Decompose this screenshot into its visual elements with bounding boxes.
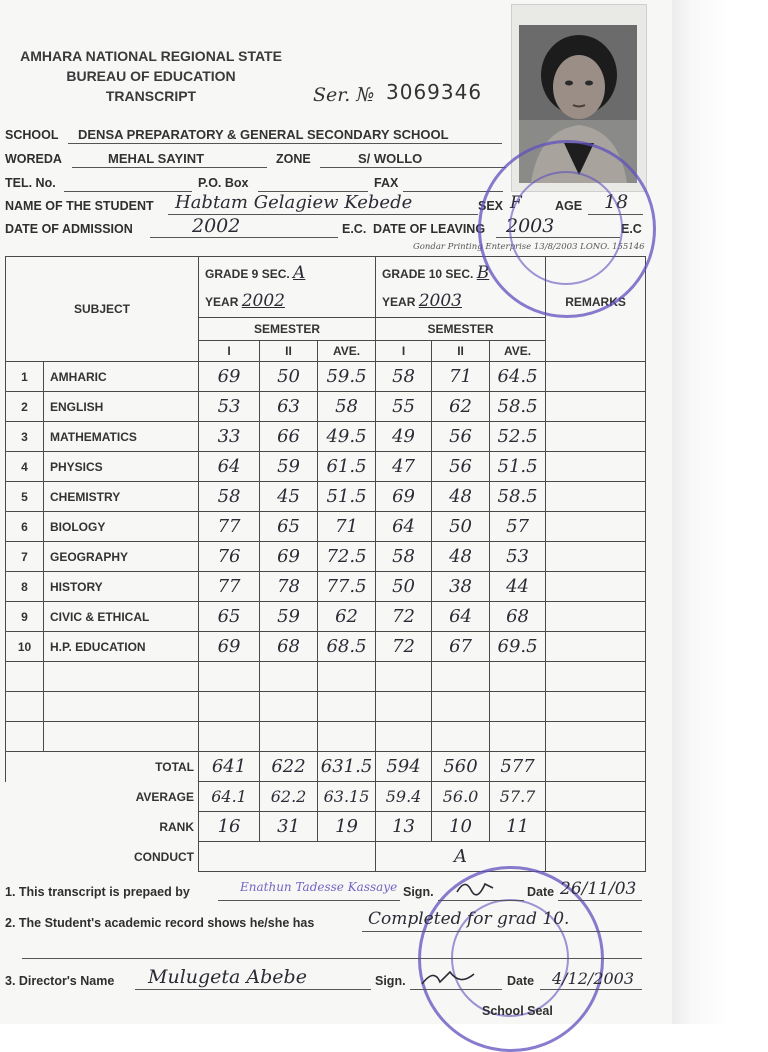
mark-cell xyxy=(318,482,376,512)
mark-cell xyxy=(432,602,490,632)
mark-value: 58 xyxy=(392,546,415,567)
subject-name: PHYSICS xyxy=(44,452,199,482)
mark-value: 63 xyxy=(277,396,300,417)
mark-value: 49 xyxy=(392,426,415,447)
mark-cell xyxy=(490,602,546,632)
signature-scribble-2 xyxy=(420,966,476,990)
mark-value: 78 xyxy=(277,576,300,597)
sem-col-header: AVE. xyxy=(490,341,546,362)
mark-value: 65 xyxy=(277,516,300,537)
remarks-cell xyxy=(546,452,646,482)
serial-label: Ser. № xyxy=(313,84,375,106)
sem-col-header: I xyxy=(376,341,432,362)
row-number: 8 xyxy=(6,572,44,602)
subject-row xyxy=(6,362,646,392)
mark-cell xyxy=(318,392,376,422)
mark-value: 59 xyxy=(277,606,300,627)
sign2-label: Sign. xyxy=(375,974,406,988)
prepared-by-name: Enathun Tadesse Kassaye xyxy=(240,880,398,894)
row-number: 3 xyxy=(6,422,44,452)
mark-value: 50 xyxy=(392,576,415,597)
subject-row xyxy=(6,572,646,602)
mark-value: 53 xyxy=(217,396,241,417)
subject-row xyxy=(6,422,646,452)
total-value: 631.5 xyxy=(320,756,373,777)
scan-margin xyxy=(672,0,768,1024)
sem-col-header: I xyxy=(199,341,260,362)
mark-value: 48 xyxy=(449,486,472,507)
sex-label: SEX xyxy=(478,199,504,213)
date1-underline xyxy=(558,900,642,901)
school-name: DENSA PREPARATORY & GENERAL SECONDARY SCHOOL xyxy=(78,127,449,142)
mark-cell xyxy=(260,452,318,482)
remarks-cell xyxy=(546,572,646,602)
remarks-cell xyxy=(546,512,646,542)
mark-value: 68 xyxy=(506,606,529,627)
prepared-by-underline xyxy=(218,900,400,901)
mark-cell xyxy=(432,512,490,542)
empty-row xyxy=(6,662,646,692)
mark-cell xyxy=(432,452,490,482)
mark-value: 69 xyxy=(277,546,300,567)
empty-row xyxy=(6,722,646,752)
header-bureau: BUREAU OF EDUCATION xyxy=(66,68,236,84)
mark-cell xyxy=(260,392,318,422)
mark-cell xyxy=(199,572,260,602)
subject-row xyxy=(6,452,646,482)
mark-value: 71 xyxy=(335,516,358,537)
signature-scribble-1 xyxy=(455,876,495,898)
record-underline xyxy=(362,931,642,932)
zone-label: ZONE xyxy=(276,152,311,166)
mark-value: 56 xyxy=(449,426,472,447)
mark-cell xyxy=(490,572,546,602)
mark-value: 45 xyxy=(277,486,300,507)
school-label: SCHOOL xyxy=(5,128,59,142)
remarks-cell xyxy=(546,602,646,632)
rank-value: 31 xyxy=(277,816,300,837)
signature-2 xyxy=(420,966,476,995)
zone-underline xyxy=(320,167,506,168)
tel-label: TEL. No. xyxy=(5,176,56,190)
grade10-year-label: YEAR xyxy=(382,295,416,309)
pobox-label: P.O. Box xyxy=(198,176,249,190)
total-value: 594 xyxy=(386,756,421,777)
printer-note: Gondar Printing Enterprise 13/8/2003 LONO. 155146 xyxy=(413,242,645,252)
mark-cell xyxy=(318,422,376,452)
subject-name: CIVIC & ETHICAL xyxy=(44,602,199,632)
leaving-label: DATE OF LEAVING xyxy=(373,222,486,236)
subject-row xyxy=(6,632,646,662)
row-number: 2 xyxy=(6,392,44,422)
admission-value: 2002 xyxy=(192,215,241,237)
mark-cell xyxy=(318,602,376,632)
grade9-label: GRADE 9 SEC. xyxy=(205,267,290,281)
mark-cell xyxy=(318,542,376,572)
record-value: Completed for grad 10. xyxy=(368,909,570,929)
mark-value: 64.5 xyxy=(497,366,538,387)
mark-cell xyxy=(376,422,432,452)
mark-value: 69 xyxy=(217,366,241,387)
record-second-line xyxy=(22,958,642,959)
zone-value: S/ WOLLO xyxy=(358,151,423,166)
conduct-label: CONDUCT xyxy=(134,849,195,864)
grade9-section: A xyxy=(293,263,306,283)
mark-value: 69.5 xyxy=(497,636,538,657)
sem-col-header: II xyxy=(260,341,318,362)
grade10-label: GRADE 10 SEC. xyxy=(382,267,474,281)
mark-value: 72 xyxy=(392,636,415,657)
total-label: TOTAL xyxy=(6,752,199,782)
total-value: 560 xyxy=(443,756,478,777)
remarks-cell xyxy=(546,542,646,572)
mark-cell xyxy=(318,572,376,602)
mark-cell xyxy=(432,392,490,422)
average-value: 62.2 xyxy=(270,787,307,806)
mark-cell xyxy=(199,422,260,452)
mark-value: 68.5 xyxy=(326,636,367,657)
mark-cell xyxy=(260,572,318,602)
mark-cell xyxy=(432,362,490,392)
grade10-year: 2003 xyxy=(418,291,462,311)
mark-value: 59 xyxy=(277,456,300,477)
rank-value: 11 xyxy=(506,816,529,837)
mark-value: 47 xyxy=(392,456,415,477)
fax-label: FAX xyxy=(374,176,399,190)
average-value: 57.7 xyxy=(499,787,536,806)
mark-cell xyxy=(376,572,432,602)
remarks-cell xyxy=(546,482,646,512)
mark-value: 77 xyxy=(217,576,241,597)
mark-cell xyxy=(432,542,490,572)
mark-value: 44 xyxy=(506,576,529,597)
mark-cell xyxy=(376,512,432,542)
woreda-value: MEHAL SAYINT xyxy=(108,151,205,166)
date1-value: 26/11/03 xyxy=(560,879,637,899)
date2-underline xyxy=(540,989,642,990)
mark-value: 67 xyxy=(449,636,472,657)
mark-value: 56 xyxy=(449,456,472,477)
total-value: 641 xyxy=(211,756,247,777)
row-number: 1 xyxy=(6,362,44,392)
subject-name: BIOLOGY xyxy=(44,512,199,542)
mark-cell xyxy=(490,422,546,452)
woreda-label: WOREDA xyxy=(5,152,62,166)
mark-value: 76 xyxy=(217,546,241,567)
sex-value: F xyxy=(510,193,522,213)
mark-value: 58 xyxy=(392,366,415,387)
mark-cell xyxy=(199,482,260,512)
remarks-cell xyxy=(546,362,646,392)
prepared-by-label: 1. This transcript is prepaed by xyxy=(5,885,190,899)
remarks-cell xyxy=(546,422,646,452)
mark-cell xyxy=(199,602,260,632)
mark-value: 64 xyxy=(449,606,472,627)
mark-value: 58 xyxy=(217,486,241,507)
age-value: 18 xyxy=(604,191,629,213)
mark-value: 64 xyxy=(392,516,415,537)
mark-cell xyxy=(199,452,260,482)
marks-table xyxy=(5,256,646,872)
director-underline xyxy=(135,989,371,990)
admission-label: DATE OF ADMISSION xyxy=(5,222,133,236)
total-value: 622 xyxy=(271,756,306,777)
woreda-underline xyxy=(72,167,267,168)
total-value: 577 xyxy=(500,756,535,777)
mark-cell xyxy=(490,632,546,662)
grade9-semester-text: SEMESTER xyxy=(254,322,321,336)
grade9-header xyxy=(199,257,376,318)
conduct-row xyxy=(6,842,646,872)
subject-row xyxy=(6,512,646,542)
conduct-value: A xyxy=(454,846,468,867)
mark-cell xyxy=(376,362,432,392)
mark-value: 65 xyxy=(217,606,241,627)
mark-cell xyxy=(318,452,376,482)
mark-value: 77 xyxy=(217,516,241,537)
empty-row xyxy=(6,692,646,722)
grade10-semester-text: SEMESTER xyxy=(427,322,494,336)
mark-value: 71 xyxy=(449,366,472,387)
average-label: AVERAGE xyxy=(135,789,195,804)
admission-ec: E.C. xyxy=(342,222,367,236)
average-row xyxy=(6,782,646,812)
remarks-cell xyxy=(546,392,646,422)
mark-cell xyxy=(260,482,318,512)
mark-cell xyxy=(260,542,318,572)
subject-header xyxy=(6,257,199,362)
mark-value: 69 xyxy=(217,636,241,657)
mark-value: 58 xyxy=(335,396,358,417)
mark-value: 58.5 xyxy=(497,486,538,507)
school-seal-label: School Seal xyxy=(482,1004,553,1018)
subject-name: AMHARIC xyxy=(44,362,199,392)
row-number: 7 xyxy=(6,542,44,572)
subject-row xyxy=(6,482,646,512)
grade10-section: B xyxy=(476,263,490,283)
rank-value: 19 xyxy=(335,816,358,837)
mark-value: 62 xyxy=(449,396,472,417)
subject-name: HISTORY xyxy=(44,572,199,602)
average-value: 59.4 xyxy=(385,787,422,806)
rank-value: 13 xyxy=(392,816,415,837)
mark-value: 48 xyxy=(449,546,472,567)
mark-value: 72 xyxy=(392,606,415,627)
mark-cell xyxy=(260,632,318,662)
mark-value: 33 xyxy=(217,426,241,447)
rank-row xyxy=(6,812,646,842)
mark-value: 72.5 xyxy=(326,546,367,567)
mark-value: 57 xyxy=(506,516,529,537)
subject-name: CHEMISTRY xyxy=(44,482,199,512)
mark-cell xyxy=(199,512,260,542)
mark-value: 59.5 xyxy=(326,366,367,387)
mark-cell xyxy=(318,362,376,392)
official-stamp-top xyxy=(478,140,656,318)
mark-value: 49.5 xyxy=(326,426,367,447)
mark-cell xyxy=(318,512,376,542)
header-state: AMHARA NATIONAL REGIONAL STATE xyxy=(20,48,282,64)
mark-cell xyxy=(376,482,432,512)
rank-label: RANK xyxy=(159,819,195,834)
signature-1 xyxy=(455,876,495,903)
date1-label: Date xyxy=(527,885,555,899)
row-number: 5 xyxy=(6,482,44,512)
mark-cell xyxy=(199,392,260,422)
mark-value: 61.5 xyxy=(326,456,367,477)
school-underline xyxy=(68,143,502,144)
director-label: 3. Director's Name xyxy=(5,974,115,988)
mark-cell xyxy=(376,452,432,482)
average-value: 56.0 xyxy=(442,787,479,806)
mark-cell xyxy=(490,392,546,422)
remarks-header-text: REMARKS xyxy=(565,295,626,309)
sem-col-header: AVE. xyxy=(318,341,376,362)
admission-underline xyxy=(150,237,338,238)
serial-number: 3069346 xyxy=(386,80,483,104)
mark-value: 50 xyxy=(277,366,300,387)
mark-value: 58.5 xyxy=(497,396,538,417)
mark-cell xyxy=(260,602,318,632)
mark-value: 53 xyxy=(506,546,529,567)
mark-cell xyxy=(199,362,260,392)
mark-cell xyxy=(432,572,490,602)
average-value: 63.15 xyxy=(323,787,370,806)
date2-label: Date xyxy=(507,974,535,988)
subject-name: ENGLISH xyxy=(44,392,199,422)
mark-value: 68 xyxy=(277,636,300,657)
mark-value: 52.5 xyxy=(497,426,538,447)
mark-cell xyxy=(260,512,318,542)
mark-cell xyxy=(432,482,490,512)
subject-name: MATHEMATICS xyxy=(44,422,199,452)
header-title: TRANSCRIPT xyxy=(105,88,197,104)
mark-value: 62 xyxy=(335,606,358,627)
row-number: 6 xyxy=(6,512,44,542)
sign1-label: Sign. xyxy=(403,885,434,899)
tel-underline xyxy=(64,191,192,192)
mark-value: 55 xyxy=(392,396,415,417)
director-name: Mulugeta Abebe xyxy=(148,966,307,988)
sem-col-header: II xyxy=(432,341,490,362)
mark-cell xyxy=(260,422,318,452)
mark-cell xyxy=(376,392,432,422)
mark-value: 38 xyxy=(449,576,472,597)
subject-row xyxy=(6,602,646,632)
record-label: 2. The Student's academic record shows he/she has xyxy=(5,916,315,930)
mark-cell xyxy=(376,542,432,572)
grade9-semester xyxy=(199,318,376,341)
remarks-cell xyxy=(546,632,646,662)
mark-cell xyxy=(260,362,318,392)
student-name-label: NAME OF THE STUDENT xyxy=(5,199,154,213)
mark-cell xyxy=(318,632,376,662)
subject-row xyxy=(6,542,646,572)
leaving-ec: E.C xyxy=(621,222,642,236)
mark-value: 50 xyxy=(449,516,472,537)
grade9-year: 2002 xyxy=(241,291,285,311)
mark-value: 51.5 xyxy=(497,456,538,477)
total-row xyxy=(6,752,646,782)
mark-value: 64 xyxy=(217,456,241,477)
rank-value: 10 xyxy=(449,816,472,837)
mark-cell xyxy=(490,452,546,482)
mark-cell xyxy=(376,602,432,632)
average-value: 64.1 xyxy=(211,787,247,806)
subject-header-text: SUBJECT xyxy=(74,302,131,316)
date2-value: 4/12/2003 xyxy=(552,969,635,988)
grade9-year-label: YEAR xyxy=(205,295,239,309)
mark-cell xyxy=(490,362,546,392)
mark-cell xyxy=(490,542,546,572)
mark-cell xyxy=(199,542,260,572)
mark-cell xyxy=(376,632,432,662)
grade10-semester xyxy=(376,318,546,341)
row-number: 10 xyxy=(6,632,44,662)
mark-cell xyxy=(490,482,546,512)
subject-row xyxy=(6,392,646,422)
mark-value: 77.5 xyxy=(326,576,367,597)
subject-name: GEOGRAPHY xyxy=(44,542,199,572)
subject-name: H.P. EDUCATION xyxy=(44,632,199,662)
age-label: AGE xyxy=(555,199,583,213)
grade9-conduct xyxy=(199,842,376,872)
mark-value: 51.5 xyxy=(326,486,367,507)
mark-cell xyxy=(199,632,260,662)
mark-cell xyxy=(432,632,490,662)
row-number: 4 xyxy=(6,452,44,482)
mark-value: 69 xyxy=(392,486,415,507)
rank-value: 16 xyxy=(217,816,241,837)
student-name: Habtam Gelagiew Kebede xyxy=(175,192,413,213)
mark-cell xyxy=(432,422,490,452)
row-number: 9 xyxy=(6,602,44,632)
mark-value: 66 xyxy=(277,426,300,447)
leaving-value: 2003 xyxy=(506,215,555,237)
mark-cell xyxy=(490,512,546,542)
